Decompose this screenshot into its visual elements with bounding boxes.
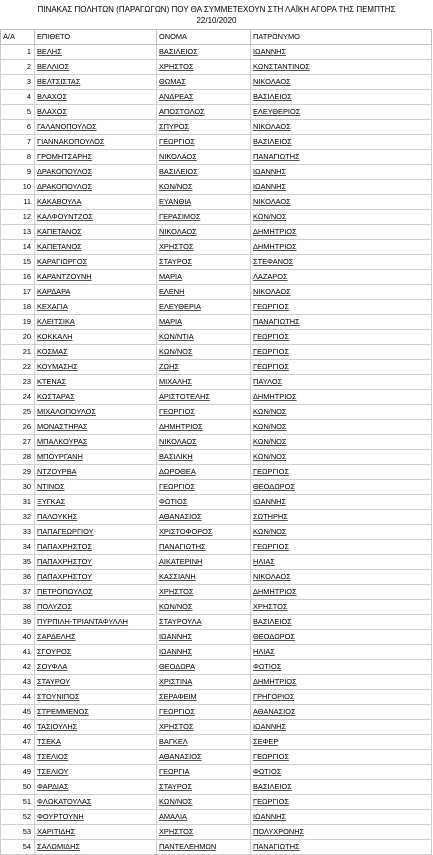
surname-cell[interactable]: ΜΠΑΛΚΟΥΡΑΣ <box>35 435 157 450</box>
father-name-cell[interactable]: ΝΙΚΟΛΑΟΣ <box>251 75 432 90</box>
first-name-cell[interactable]: ΑΘΑΝΑΣΙΟΣ <box>157 750 251 765</box>
table-row <box>1 840 432 855</box>
row-number-cell[interactable]: 13 <box>1 225 35 240</box>
surname-cell[interactable]: ΦΛΩΚΑΤΟΥΛΑΣ <box>35 795 157 810</box>
table-row <box>1 615 432 630</box>
table-row <box>1 45 432 60</box>
father-name-cell[interactable]: ΓΕΩΡΓΙΟΣ <box>251 330 432 345</box>
table-row <box>1 780 432 795</box>
father-name-cell[interactable]: ΑΘΑΝΑΣΙΟΣ <box>251 705 432 720</box>
surname-cell[interactable]: ΠΑΠΑΧΡΗΣΤΟΣ <box>35 540 157 555</box>
father-name-cell[interactable]: ΦΩΤΙΟΣ <box>251 765 432 780</box>
table-row <box>1 540 432 555</box>
surname-cell[interactable]: ΜΟΝΑΣΤΗΡΑΣ <box>35 420 157 435</box>
row-number-cell[interactable]: 26 <box>1 420 35 435</box>
surname-cell[interactable]: ΤΣΕΛΙΟΥ <box>35 765 157 780</box>
row-number-cell[interactable]: 42 <box>1 660 35 675</box>
row-number-cell[interactable]: 21 <box>1 345 35 360</box>
surname-cell[interactable]: ΤΣΕΚΑ <box>35 735 157 750</box>
surname-cell[interactable]: ΒΛΑΧΟΣ <box>35 90 157 105</box>
first-name-cell[interactable]: ΑΜΑΛΙΑ <box>157 810 251 825</box>
row-number-cell[interactable]: 10 <box>1 180 35 195</box>
surname-cell[interactable]: ΚΤΕΝΑΣ <box>35 375 157 390</box>
table-row <box>1 285 432 300</box>
first-name-cell[interactable]: ΚΩΝ/ΝΤΙΑ <box>157 330 251 345</box>
table-row <box>1 630 432 645</box>
surname-cell[interactable]: ΔΡΑΚΟΠΟΥΛΟΣ <box>35 165 157 180</box>
first-name-cell[interactable]: ΑΠΟΣΤΟΛΟΣ <box>157 105 251 120</box>
surname-cell[interactable]: ΚΛΕΙΤΣΙΚΑ <box>35 315 157 330</box>
table-row <box>1 705 432 720</box>
table-row <box>1 120 432 135</box>
surname-cell[interactable]: ΚΟΚΚΑΛΗ <box>35 330 157 345</box>
first-name-cell[interactable]: ΣΠΥΡΟΣ <box>157 120 251 135</box>
father-name-cell[interactable]: ΓΕΩΡΓΙΟΣ <box>251 360 432 375</box>
surname-cell[interactable]: ΞΥΓΚΑΣ <box>35 495 157 510</box>
surname-cell[interactable]: ΤΑΣΙΟΥΛΗΣ <box>35 720 157 735</box>
father-name-cell[interactable]: ΙΩΑΝΝΗΣ <box>251 45 432 60</box>
table-row <box>1 810 432 825</box>
first-name-cell[interactable]: ΝΙΚΟΛΑΟΣ <box>157 225 251 240</box>
row-number-cell[interactable]: 15 <box>1 255 35 270</box>
table-row <box>1 360 432 375</box>
table-row <box>1 585 432 600</box>
first-name-cell[interactable]: ΓΕΩΡΓΙΟΣ <box>157 135 251 150</box>
first-name-cell[interactable]: ΕΛΕΥΘΕΡΙΑ <box>157 300 251 315</box>
row-number-cell[interactable]: 37 <box>1 585 35 600</box>
row-number-cell[interactable]: 14 <box>1 240 35 255</box>
father-name-cell[interactable]: ΕΛΕΥΘΕΡΙΟΣ <box>251 105 432 120</box>
surname-cell[interactable]: ΓΑΛΑΝΟΠΟΥΛΟΣ <box>35 120 157 135</box>
first-name-cell[interactable]: ΚΩΝ/ΝΟΣ <box>157 345 251 360</box>
first-name-cell[interactable]: ΑΝΔΡΕΑΣ <box>157 90 251 105</box>
first-name-cell[interactable]: ΒΑΓΚΕΛ <box>157 735 251 750</box>
father-name-cell[interactable]: ΚΩΝ/ΝΟΣ <box>251 210 432 225</box>
surname-cell[interactable]: ΜΙΧΑΛΟΠΟΥΛΟΣ <box>35 405 157 420</box>
row-number-cell[interactable]: 8 <box>1 150 35 165</box>
table-row <box>1 345 432 360</box>
row-number-cell[interactable]: 30 <box>1 480 35 495</box>
father-name-cell[interactable]: ΔΗΜΗΤΡΙΟΣ <box>251 675 432 690</box>
surname-cell[interactable]: ΚΩΣΤΑΡΑΣ <box>35 390 157 405</box>
surname-cell[interactable]: ΧΑΡΙΤΙΔΗΣ <box>35 825 157 840</box>
row-number-cell[interactable]: 35 <box>1 555 35 570</box>
table-row <box>1 75 432 90</box>
father-name-cell[interactable]: ΚΩΝ/ΝΟΣ <box>251 435 432 450</box>
first-name-cell[interactable]: ΒΑΣΙΛΕΙΟΣ <box>157 45 251 60</box>
father-name-cell[interactable]: ΒΑΣΙΛΕΙΟΣ <box>251 90 432 105</box>
row-number-cell[interactable]: 49 <box>1 765 35 780</box>
table-row <box>1 525 432 540</box>
father-name-cell[interactable]: ΒΑΣΙΛΕΙΟΣ <box>251 135 432 150</box>
surname-cell[interactable]: ΚΟΣΜΑΣ <box>35 345 157 360</box>
header-number[interactable]: Α/Α <box>1 30 35 45</box>
first-name-cell[interactable]: ΜΑΡΙΑ <box>157 270 251 285</box>
surname-cell[interactable]: ΣΓΟΥΡΟΣ <box>35 645 157 660</box>
first-name-cell[interactable]: ΧΡΗΣΤΟΣ <box>157 60 251 75</box>
first-name-cell[interactable]: ΓΕΩΡΓΙΟΣ <box>157 405 251 420</box>
father-name-cell[interactable]: ΚΩΝ/ΝΟΣ <box>251 420 432 435</box>
table-row <box>1 330 432 345</box>
first-name-cell[interactable]: ΒΑΣΙΛΕΙΟΣ <box>157 165 251 180</box>
first-name-cell[interactable]: ΠΑΝΤΕΛΕΗΜΩΝ <box>157 840 251 855</box>
first-name-cell[interactable]: ΣΕΡΑΦΕΙΜ <box>157 690 251 705</box>
row-number-cell[interactable]: 24 <box>1 390 35 405</box>
father-name-cell[interactable]: ΚΩΝ/ΝΟΣ <box>251 450 432 465</box>
first-name-cell[interactable]: ΕΥΑΝΘΙΑ <box>157 195 251 210</box>
father-name-cell[interactable]: ΚΩΝ/ΝΟΣ <box>251 405 432 420</box>
table-row <box>1 690 432 705</box>
table-row <box>1 225 432 240</box>
document-date: 22/10/2020 <box>196 16 237 25</box>
row-number-cell[interactable]: 36 <box>1 570 35 585</box>
surname-cell[interactable]: ΔΡΑΚΟΠΟΥΛΟΣ <box>35 180 157 195</box>
father-name-cell[interactable]: ΓΕΩΡΓΙΟΣ <box>251 345 432 360</box>
father-name-cell[interactable]: ΛΑΖΑΡΟΣ <box>251 270 432 285</box>
table-row <box>1 750 432 765</box>
father-name-cell[interactable]: ΒΑΣΙΛΕΙΟΣ <box>251 615 432 630</box>
surname-cell[interactable]: ΜΠΟΥΡΓΑΝΗ <box>35 450 157 465</box>
row-number-cell[interactable]: 17 <box>1 285 35 300</box>
first-name-cell[interactable]: ΔΗΜΗΤΡΙΟΣ <box>157 420 251 435</box>
table-row <box>1 375 432 390</box>
father-name-cell[interactable]: ΝΙΚΟΛΑΟΣ <box>251 570 432 585</box>
table-row <box>1 270 432 285</box>
father-name-cell[interactable]: ΓΕΩΡΓΙΟΣ <box>251 750 432 765</box>
table-row <box>1 315 432 330</box>
row-number-cell[interactable]: 54 <box>1 840 35 855</box>
surname-cell[interactable]: ΝΤΖΟΥΡΒΑ <box>35 465 157 480</box>
surname-cell[interactable]: ΤΣΕΛΙΟΣ <box>35 750 157 765</box>
first-name-cell[interactable]: ΒΑΣΙΛΙΚΗ <box>157 450 251 465</box>
header-first-name[interactable]: ΟΝΟΜΑ <box>157 30 251 45</box>
father-name-cell[interactable]: ΙΩΑΝΝΗΣ <box>251 495 432 510</box>
first-name-cell[interactable]: ΧΡΙΣΤΟΦΟΡΟΣ <box>157 525 251 540</box>
table-row <box>1 495 432 510</box>
surname-cell[interactable]: ΒΕΛΗΣ <box>35 45 157 60</box>
table-row <box>1 510 432 525</box>
row-number-cell[interactable]: 31 <box>1 495 35 510</box>
father-name-cell[interactable]: ΣΤΕΦΑΝΟΣ <box>251 255 432 270</box>
surname-cell[interactable]: ΣΤΟΥΝΙΠΟΣ <box>35 690 157 705</box>
header-father-name[interactable]: ΠΑΤΡΩΝΥΜΟ <box>251 30 432 45</box>
first-name-cell[interactable]: ΣΤΑΥΡΟΣ <box>157 780 251 795</box>
table-row <box>1 795 432 810</box>
first-name-cell[interactable]: ΣΤΑΥΡΟΥΛΑ <box>157 615 251 630</box>
row-number-cell[interactable]: 46 <box>1 720 35 735</box>
first-name-cell[interactable]: ΓΕΩΡΓΙΟΣ <box>157 480 251 495</box>
row-number-cell[interactable]: 5 <box>1 105 35 120</box>
surname-cell[interactable]: ΚΟΥΜΑΣΗΣ <box>35 360 157 375</box>
surname-cell[interactable]: ΣΤΡΕΜΜΕΝΟΣ <box>35 705 157 720</box>
first-name-cell[interactable]: ΑΙΚΑΤΕΡΙΝΗ <box>157 555 251 570</box>
row-number-cell[interactable]: 18 <box>1 300 35 315</box>
surname-cell[interactable]: ΠΑΠΑΧΡΗΣΤΟΥ <box>35 555 157 570</box>
father-name-cell[interactable]: ΓΕΩΡΓΙΟΣ <box>251 465 432 480</box>
father-name-cell[interactable]: ΠΟΛΥΧΡΟΝΗΣ <box>251 825 432 840</box>
surname-cell[interactable]: ΒΕΛΤΣΙΣΤΑΣ <box>35 75 157 90</box>
father-name-cell[interactable]: ΝΙΚΟΛΑΟΣ <box>251 195 432 210</box>
father-name-cell[interactable]: ΚΩΝ/ΝΟΣ <box>251 525 432 540</box>
father-name-cell[interactable]: ΠΑΝΑΓΙΩΤΗΣ <box>251 840 432 855</box>
surname-cell[interactable]: ΓΙΑΝΝΑΚΟΠΟΥΛΟΣ <box>35 135 157 150</box>
father-name-cell[interactable]: ΒΑΣΙΛΕΙΟΣ <box>251 780 432 795</box>
father-name-cell[interactable]: ΧΡΗΣΤΟΣ <box>251 600 432 615</box>
row-number-cell[interactable]: 4 <box>1 90 35 105</box>
surname-cell[interactable]: ΣΑΛΩΜΙΔΗΣ <box>35 840 157 855</box>
table-row <box>1 60 432 75</box>
father-name-cell[interactable]: ΠΑΝΑΓΙΩΤΗΣ <box>251 150 432 165</box>
row-number-cell[interactable]: 33 <box>1 525 35 540</box>
table-row <box>1 210 432 225</box>
table-row <box>1 480 432 495</box>
row-number-cell[interactable]: 3 <box>1 75 35 90</box>
first-name-cell[interactable]: ΑΡΙΣΤΟΤΕΛΗΣ <box>157 390 251 405</box>
row-number-cell[interactable]: 20 <box>1 330 35 345</box>
row-number-cell[interactable]: 23 <box>1 375 35 390</box>
father-name-cell[interactable]: ΙΩΑΝΝΗΣ <box>251 810 432 825</box>
document-title: ΠΙΝΑΚΑΣ ΠΟΛΗΤΩΝ (ΠΑΡΑΓΩΓΩΝ) ΠΟΥ ΘΑ ΣΥΜΜΕΤΕΧΟΥΝ ΣΤΗ ΛΑΪΚΗ ΑΓΟΡΑ ΤΗΣ ΠΕΜΠΤΗΣ <box>37 5 396 14</box>
table-row <box>1 645 432 660</box>
surname-cell[interactable]: ΚΑΠΕΤΑΝΟΣ <box>35 225 157 240</box>
first-name-cell[interactable]: ΘΩΜΑΣ <box>157 75 251 90</box>
first-name-cell[interactable]: ΜΑΡΙΑ <box>157 315 251 330</box>
row-number-cell[interactable]: 22 <box>1 360 35 375</box>
first-name-cell[interactable]: ΦΩΤΙΟΣ <box>157 495 251 510</box>
row-number-cell[interactable]: 11 <box>1 195 35 210</box>
first-name-cell[interactable]: ΣΤΑΥΡΟΣ <box>157 255 251 270</box>
surname-cell[interactable]: ΣΟΥΦΛΑ <box>35 660 157 675</box>
father-name-cell[interactable]: ΦΩΤΙΟΣ <box>251 660 432 675</box>
father-name-cell[interactable]: ΙΩΑΝΝΗΣ <box>251 180 432 195</box>
table-row <box>1 420 432 435</box>
first-name-cell[interactable]: ΙΩΑΝΝΗΣ <box>157 630 251 645</box>
surname-cell[interactable]: ΠΟΛΥΖΟΣ <box>35 600 157 615</box>
first-name-cell[interactable]: ΝΙΚΟΛΑΟΣ <box>157 150 251 165</box>
table-header-row <box>1 30 432 45</box>
surname-cell[interactable]: ΠΑΠΑΧΡΗΣΤΟΥ <box>35 570 157 585</box>
father-name-cell[interactable]: ΝΙΚΟΛΑΟΣ <box>251 285 432 300</box>
first-name-cell[interactable]: ΓΕΡΑΣΙΜΟΣ <box>157 210 251 225</box>
surname-cell[interactable]: ΚΑΡΔΑΡΑ <box>35 285 157 300</box>
surname-cell[interactable]: ΚΑΡΑΝΤΖΟΥΝΗ <box>35 270 157 285</box>
table-row <box>1 720 432 735</box>
row-number-cell[interactable]: 19 <box>1 315 35 330</box>
table-row <box>1 405 432 420</box>
surname-cell[interactable]: ΠΑΛΟΥΚΗΣ <box>35 510 157 525</box>
table-row <box>1 735 432 750</box>
surname-cell[interactable]: ΠΕΤΡΟΠΟΥΛΟΣ <box>35 585 157 600</box>
row-number-cell[interactable]: 40 <box>1 630 35 645</box>
surname-cell[interactable]: ΚΕΧΑΓΙΑ <box>35 300 157 315</box>
row-number-cell[interactable]: 43 <box>1 675 35 690</box>
surname-cell[interactable]: ΠΑΠΑΓΕΩΡΓΙΟΥ <box>35 525 157 540</box>
row-number-cell[interactable]: 25 <box>1 405 35 420</box>
first-name-cell[interactable]: ΕΛΕΝΗ <box>157 285 251 300</box>
first-name-cell[interactable]: ΑΘΑΝΑΣΙΟΣ <box>157 510 251 525</box>
row-number-cell[interactable]: 48 <box>1 750 35 765</box>
row-number-cell[interactable]: 16 <box>1 270 35 285</box>
table-row <box>1 825 432 840</box>
first-name-cell[interactable]: ΧΡΗΣΤΟΣ <box>157 825 251 840</box>
father-name-cell[interactable]: ΣΩΤΗΡΗΣ <box>251 510 432 525</box>
row-number-cell[interactable]: 41 <box>1 645 35 660</box>
surname-cell[interactable]: ΚΑΛΦΟΥΝΤΖΟΣ <box>35 210 157 225</box>
table-row <box>1 180 432 195</box>
table-row <box>1 675 432 690</box>
first-name-cell[interactable]: ΧΡΗΣΤΟΣ <box>157 240 251 255</box>
surname-cell[interactable]: ΒΕΛΛΙΟΣ <box>35 60 157 75</box>
father-name-cell[interactable]: ΓΕΩΡΓΙΟΣ <box>251 795 432 810</box>
first-name-cell[interactable]: ΚΩΝ/ΝΟΣ <box>157 795 251 810</box>
table-row <box>1 150 432 165</box>
row-number-cell[interactable]: 32 <box>1 510 35 525</box>
table-row <box>1 600 432 615</box>
table-row <box>1 570 432 585</box>
row-number-cell[interactable]: 52 <box>1 810 35 825</box>
father-name-cell[interactable]: ΠΑΥΛΟΣ <box>251 375 432 390</box>
row-number-cell[interactable]: 7 <box>1 135 35 150</box>
row-number-cell[interactable]: 38 <box>1 600 35 615</box>
table-row <box>1 195 432 210</box>
row-number-cell[interactable]: 28 <box>1 450 35 465</box>
father-name-cell[interactable]: ΚΩΝΣΤΑΝΤΙΝΟΣ <box>251 60 432 75</box>
father-name-cell[interactable]: ΝΙΚΟΛΑΟΣ <box>251 120 432 135</box>
table-row <box>1 450 432 465</box>
first-name-cell[interactable]: ΚΩΝ/ΝΟΣ <box>157 600 251 615</box>
table-row <box>1 105 432 120</box>
first-name-cell[interactable]: ΠΑΝΑΓΙΩΤΗΣ <box>157 540 251 555</box>
row-number-cell[interactable]: 34 <box>1 540 35 555</box>
first-name-cell[interactable]: ΧΡΗΣΤΟΣ <box>157 585 251 600</box>
surname-cell[interactable]: ΚΑΚΑΒΟΥΛΑ <box>35 195 157 210</box>
table-body <box>1 45 432 855</box>
surname-cell[interactable]: ΦΑΡΔΙΑΣ <box>35 780 157 795</box>
row-number-cell[interactable]: 29 <box>1 465 35 480</box>
first-name-cell[interactable]: ΙΩΑΝΝΗΣ <box>157 645 251 660</box>
father-name-cell[interactable]: ΓΡΗΓΟΡΙΟΣ <box>251 690 432 705</box>
table-row <box>1 435 432 450</box>
first-name-cell[interactable]: ΚΑΣΣΙΑΝΗ <box>157 570 251 585</box>
table-row <box>1 300 432 315</box>
surname-cell[interactable]: ΣΑΡΔΕΛΗΣ <box>35 630 157 645</box>
table-row <box>1 135 432 150</box>
father-name-cell[interactable]: ΠΑΝΑΓΙΩΤΗΣ <box>251 315 432 330</box>
table-row <box>1 765 432 780</box>
first-name-cell[interactable]: ΔΩΡΟΘΕΑ <box>157 465 251 480</box>
table-row <box>1 465 432 480</box>
surname-cell[interactable]: ΠΥΡΠΙΛΗ-ΤΡΙΑΝΤΑΦΥΛΛΗ <box>35 615 157 630</box>
first-name-cell[interactable]: ΚΩΝ/ΝΟΣ <box>157 180 251 195</box>
header-surname[interactable]: ΕΠΙΘΕΤΟ <box>35 30 157 45</box>
row-number-cell[interactable]: 44 <box>1 690 35 705</box>
table-row <box>1 555 432 570</box>
row-number-cell[interactable]: 39 <box>1 615 35 630</box>
first-name-cell[interactable]: ΖΩΗΣ <box>157 360 251 375</box>
father-name-cell[interactable]: ΗΛΙΑΣ <box>251 645 432 660</box>
surname-cell[interactable]: ΦΟΥΡΤΟΥΝΗ <box>35 810 157 825</box>
first-name-cell[interactable]: ΓΕΩΡΓΙΟΣ <box>157 705 251 720</box>
surname-cell[interactable]: ΚΑΡΑΓΙΩΡΓΟΣ <box>35 255 157 270</box>
father-name-cell[interactable]: ΓΕΩΡΓΙΟΣ <box>251 540 432 555</box>
row-number-cell[interactable]: 50 <box>1 780 35 795</box>
father-name-cell[interactable]: ΓΕΩΡΓΙΟΣ <box>251 300 432 315</box>
row-number-cell[interactable]: 6 <box>1 120 35 135</box>
surname-cell[interactable]: ΝΤΙΝΟΣ <box>35 480 157 495</box>
father-name-cell[interactable]: ΙΩΑΝΝΗΣ <box>251 165 432 180</box>
first-name-cell[interactable]: ΝΙΚΟΛΑΟΣ <box>157 435 251 450</box>
row-number-cell[interactable]: 12 <box>1 210 35 225</box>
table-row <box>1 165 432 180</box>
first-name-cell[interactable]: ΧΡΗΣΤΟΣ <box>157 720 251 735</box>
first-name-cell[interactable]: ΧΡΙΣΤΙΝΑ <box>157 675 251 690</box>
table-row <box>1 90 432 105</box>
father-name-cell[interactable]: ΔΗΜΗΤΡΙΟΣ <box>251 585 432 600</box>
father-name-cell[interactable]: ΘΕΟΔΩΡΟΣ <box>251 480 432 495</box>
row-number-cell[interactable]: 45 <box>1 705 35 720</box>
first-name-cell[interactable]: ΘΕΟΔΩΡΑ <box>157 660 251 675</box>
table-row <box>1 390 432 405</box>
father-name-cell[interactable]: ΔΗΜΗΤΡΙΟΣ <box>251 390 432 405</box>
row-number-cell[interactable]: 9 <box>1 165 35 180</box>
surname-cell[interactable]: ΣΤΑΥΡΟΥ <box>35 675 157 690</box>
father-name-cell[interactable]: ΙΩΑΝΝΗΣ <box>251 720 432 735</box>
surname-cell[interactable]: ΚΑΠΕΤΑΝΟΣ <box>35 240 157 255</box>
father-name-cell[interactable]: ΘΕΟΔΩΡΟΣ <box>251 630 432 645</box>
row-number-cell[interactable]: 1 <box>1 45 35 60</box>
row-number-cell[interactable]: 27 <box>1 435 35 450</box>
father-name-cell[interactable]: ΔΗΜΗΤΡΙΟΣ <box>251 225 432 240</box>
surname-cell[interactable]: ΓΡΟΜΗΤΣΑΡΗΣ <box>35 150 157 165</box>
surname-cell[interactable]: ΒΛΑΧΟΣ <box>35 105 157 120</box>
row-number-cell[interactable]: 51 <box>1 795 35 810</box>
row-number-cell[interactable]: 2 <box>1 60 35 75</box>
first-name-cell[interactable]: ΜΙΧΑΛΗΣ <box>157 375 251 390</box>
vendors-table <box>0 29 432 855</box>
father-name-cell[interactable]: ΣΕΦΕΡ <box>251 735 432 750</box>
table-row <box>1 255 432 270</box>
table-row <box>1 240 432 255</box>
row-number-cell[interactable]: 53 <box>1 825 35 840</box>
first-name-cell[interactable]: ΓΕΩΡΓΙΑ <box>157 765 251 780</box>
father-name-cell[interactable]: ΗΛΙΑΣ <box>251 555 432 570</box>
table-row <box>1 660 432 675</box>
row-number-cell[interactable]: 47 <box>1 735 35 750</box>
father-name-cell[interactable]: ΔΗΜΗΤΡΙΟΣ <box>251 240 432 255</box>
